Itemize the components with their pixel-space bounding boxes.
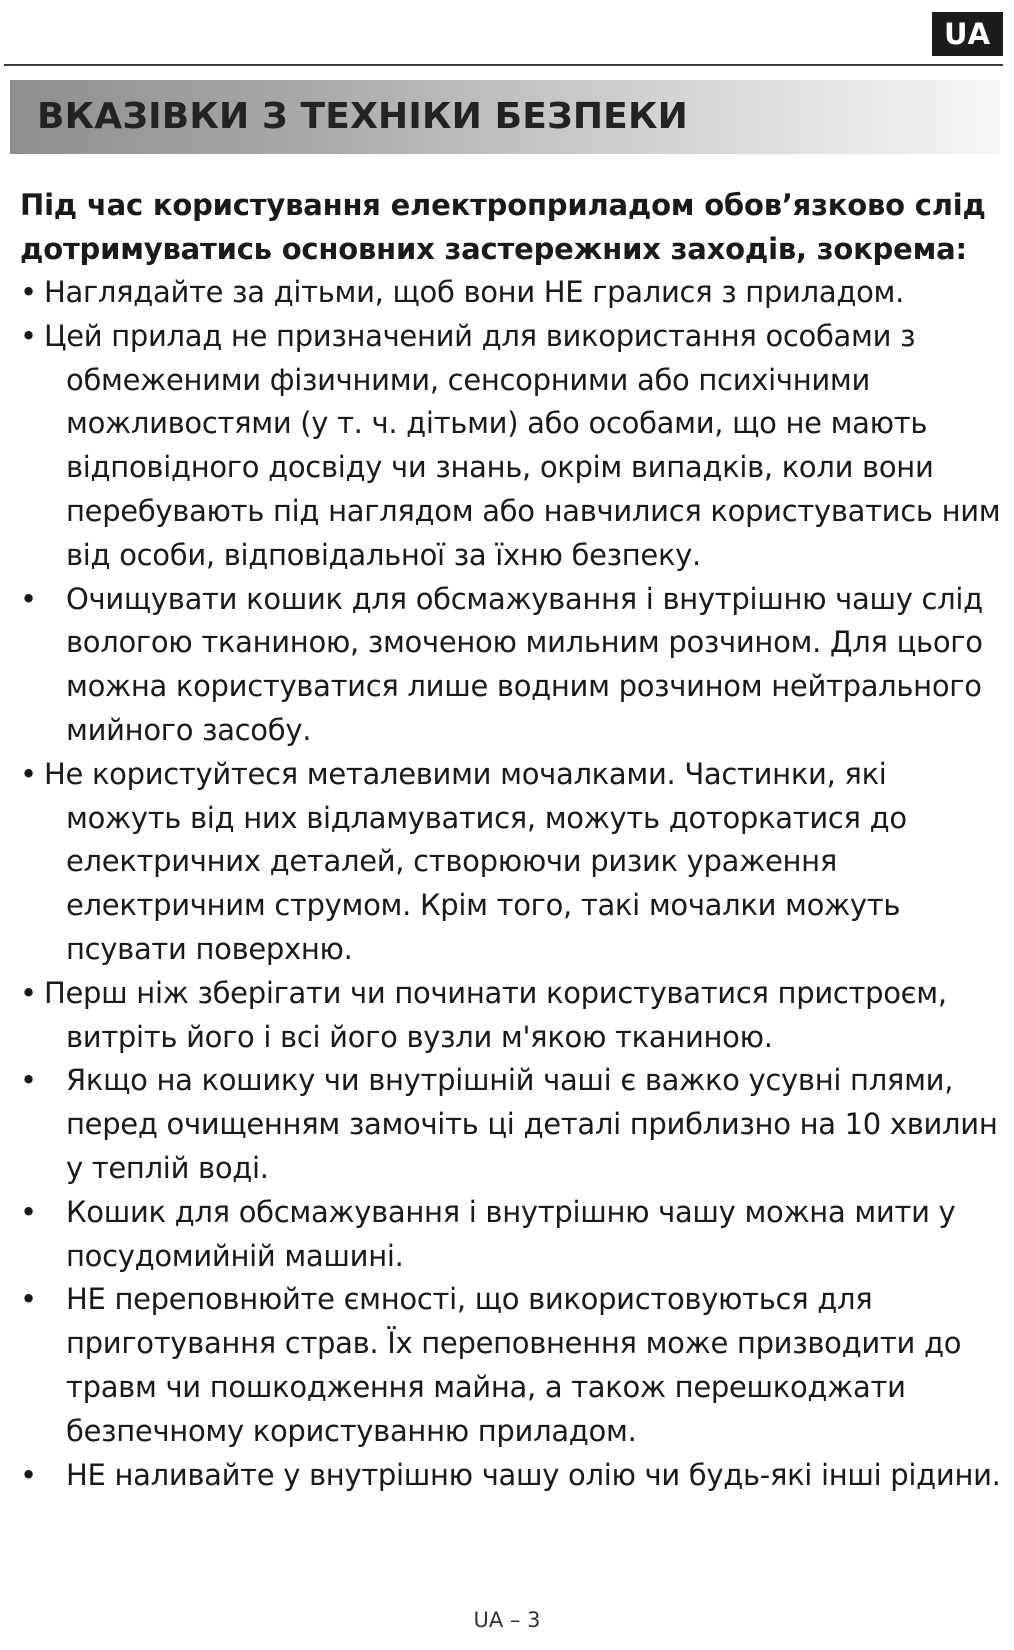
bullet-marker: • [20, 975, 37, 1010]
list-item-text: Не користуйтеся металевими мочалками. Частинки, які можуть від них відламуватися, можуть доторкатися до електричних деталей, створюючи ризик ураження електричним струмом. Крім того, такі мочалки можуть псувати поверхню. [44, 756, 907, 966]
list-item-text: Перш ніж зберігати чи починати користуватися пристроєм, витріть його і всі його вузли м'якою тканиною. [44, 975, 947, 1054]
safety-instructions-list [20, 271, 1002, 1497]
bullet-marker: • [20, 1282, 37, 1317]
bullet-marker: • [20, 1457, 37, 1492]
list-item [20, 1191, 1002, 1279]
bullet-marker: • [20, 318, 37, 353]
list-item [20, 753, 1002, 972]
section-header-bar [10, 80, 1000, 154]
bullet-marker: • [20, 581, 37, 616]
list-item [20, 972, 1002, 1060]
document-body [20, 183, 1002, 1497]
list-item-text: НЕ наливайте у внутрішню чашу олію чи будь-які інші рідини. [66, 1457, 1001, 1492]
list-item-text: Цей прилад не призначений для використання особами з обмеженими фізичними, сенсорними або психічними можливостями (у т. ч. дітьми) або особами, що не мають відповідного досвіду чи знань, окрім випадків, коли вони перебувають під наглядом або навчилися користуватись ним від особи, відповідальної за їхню безпеку. [44, 318, 1001, 572]
list-item-text: Якщо на кошику чи внутрішній чаші є важко усувні плями, перед очищенням замочіть ці деталі приблизно на 10 хвилин у теплій воді. [66, 1063, 998, 1185]
list-item [20, 578, 1002, 753]
language-badge: UA [932, 12, 1003, 56]
bullet-marker: • [20, 275, 37, 309]
list-item [20, 1454, 1002, 1498]
intro-paragraph: Під час користування електроприладом обов’язково слід дотримуватись основних застережних заходів, зокрема: [20, 188, 986, 266]
bullet-marker: • [20, 756, 37, 791]
list-item [20, 1278, 1002, 1453]
header-divider [4, 64, 1003, 66]
bullet-marker: • [20, 1063, 37, 1098]
section-title: ВКАЗІВКИ З ТЕХНІКИ БЕЗПЕКИ [37, 96, 688, 137]
list-item-text: Наглядайте за дітьми, щоб вони НЕ гралися з приладом. [44, 275, 905, 309]
list-item-text: Кошик для обсмажування і внутрішню чашу можна мити у посудомийній машині. [66, 1194, 956, 1273]
list-item [20, 1059, 1002, 1190]
list-item [20, 271, 1002, 315]
bullet-marker: • [20, 1194, 37, 1229]
page-number: UA – 3 [473, 1608, 541, 1632]
list-item-text: Очищувати кошик для обсмажування і внутрішню чашу слід вологою тканиною, змоченою мильним розчином. Для цього можна користуватися лише водним розчином нейтрального мийного засобу. [66, 581, 983, 747]
list-item-text: НЕ переповнюйте ємності, що використовуються для приготування страв. Їх переповнення може призводити до травм чи пошкодження майна, а також перешкоджати безпечному користуванню приладом. [66, 1282, 962, 1448]
list-item [20, 315, 1002, 578]
